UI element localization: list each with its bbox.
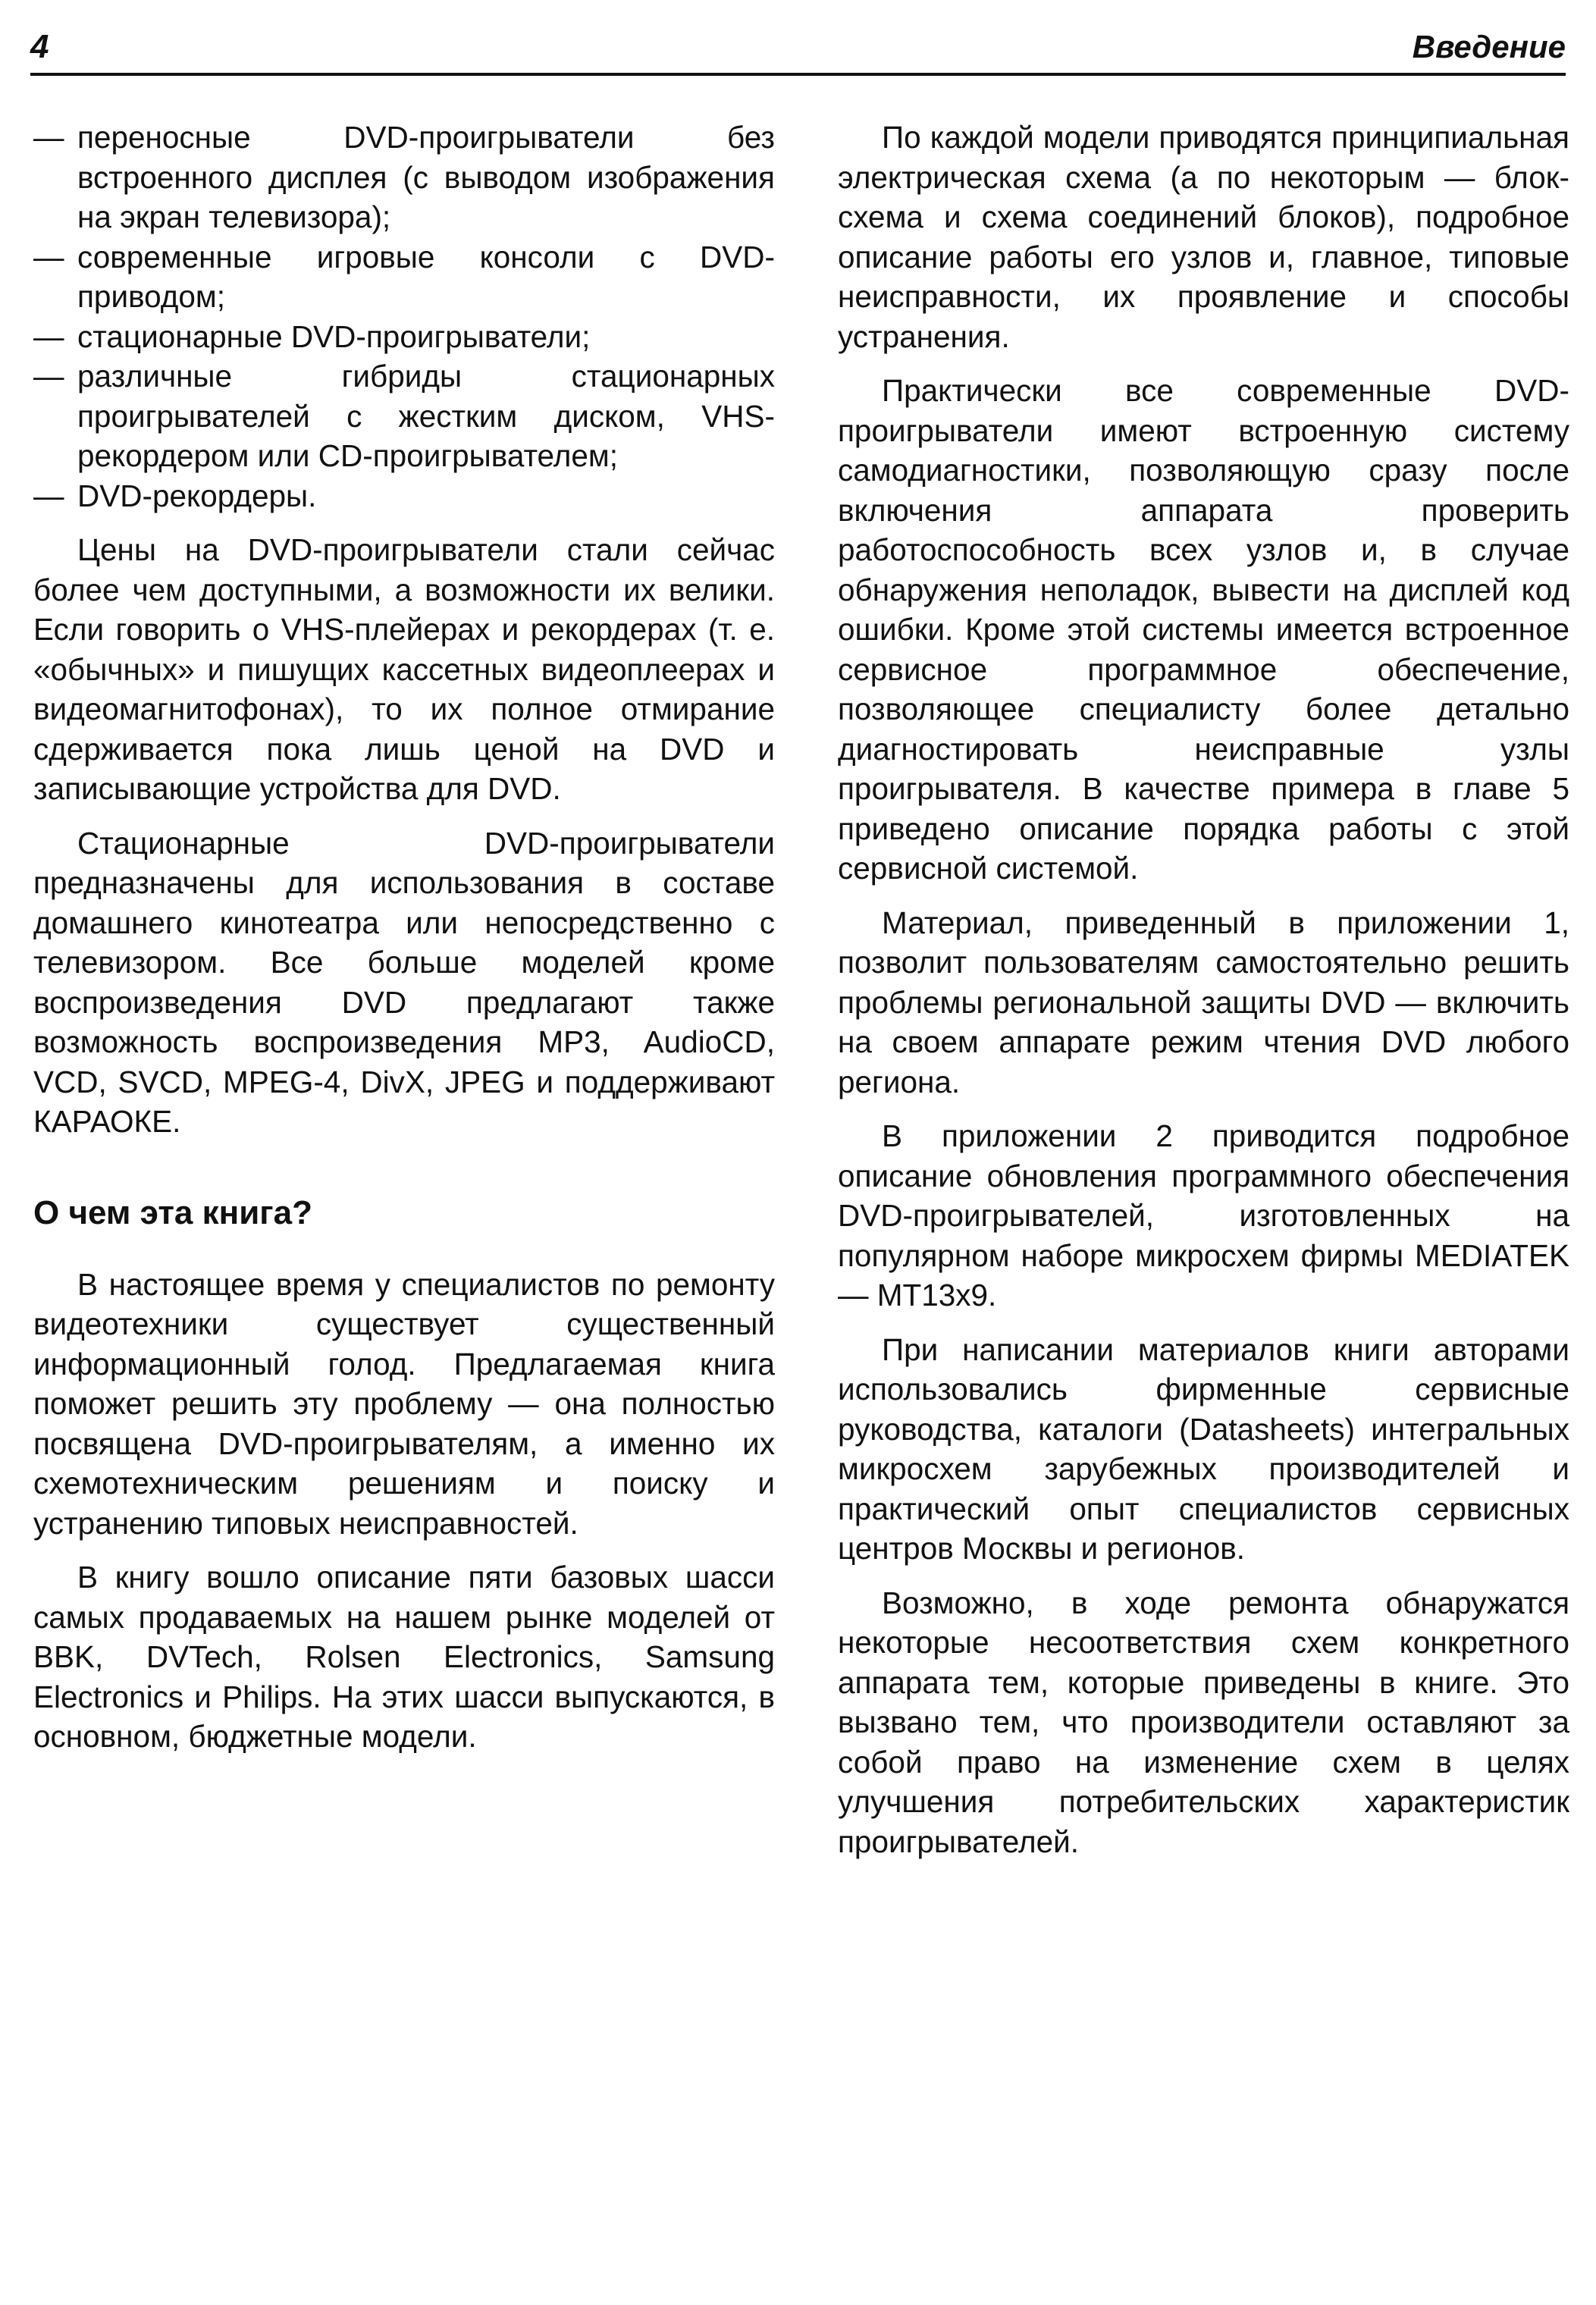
left-column: [33, 118, 775, 1771]
list-item: [33, 476, 775, 516]
section-heading: О чем эта книга?: [33, 1193, 312, 1231]
list-item-text: стационарные DVD-проигрыватели;: [77, 318, 591, 354]
device-type-list: [33, 118, 775, 516]
running-header: [30, 24, 1566, 76]
paragraph-sources: При написании материалов книги авторами использовались фирменные сервисные руководства, каталоги (Datasheets) интегральных микросхем зарубежных производителей и практический опыт специалистов сервисных центров Москвы и регионов.: [838, 1331, 1569, 1566]
list-item-text: современные игровые консоли с DVD-приводом;: [77, 239, 775, 314]
dash-marker: —: [33, 239, 64, 274]
list-item: [33, 118, 775, 237]
paragraph-stationary-players: Стационарные DVD-проигрыватели предназначены для использования в составе домашнего кинотеатра или непосредственно с телевизором. Все больше моделей кроме воспроизведения DVD предлагают также возможность воспроизведения MP3, AudioCD, VCD, SVCD, MPEG-4, DivX, JPEG и поддерживают КАРАОКЕ.: [33, 825, 775, 1139]
list-item: [33, 237, 775, 317]
list-item-text: DVD-рекордеры.: [77, 478, 317, 513]
paragraph-discrepancies: Возможно, в ходе ремонта обнаружатся некоторые несоответствия схем конкретного аппарата тем, которые приведены в книге. Это вызвано тем, что производители оставляют за собой право на изменение схем в целях улучшения потребительских характеристик проигрывателей.: [838, 1585, 1569, 1859]
dash-marker: —: [33, 318, 64, 354]
paragraph-schematics: По каждой модели приводятся принципиальная электрическая схема (а по некоторым — блок-схема и схема соединений блоков), подробное описание работы его узлов и, главное, типовые неисправности, их проявление и способы устранения.: [838, 120, 1569, 354]
list-item: [33, 356, 775, 476]
dash-marker: —: [33, 120, 64, 155]
paragraph-appendix-2: В приложении 2 приводится подробное описание обновления программного обеспечения DVD-проигрывателей, изготовленных на популярном наборе микросхем фирмы MEDIATEK — MT13x9.: [838, 1118, 1569, 1312]
list-item-text: переносные DVD-проигрыватели без встроенного дисплея (с выводом изображения на экран телевизора);: [77, 120, 775, 234]
page-number: 4: [30, 28, 49, 65]
list-item: [33, 317, 775, 357]
dash-marker: —: [33, 359, 64, 394]
right-column: [838, 118, 1569, 1876]
section-title: Введение: [1412, 29, 1566, 64]
list-item-text: различные гибриды стационарных проигрывателей с жестким диском, VHS-рекордером или CD-проигрывателем;: [77, 359, 775, 473]
dash-marker: —: [33, 478, 64, 513]
paragraph-book-purpose: В настоящее время у специалистов по ремонту видеотехники существует существенный информационный голод. Предлагаемая книга поможет решить эту проблему — она полностью посвящена DVD-проигрывателям, а именно их схемотехническим решениям и поиску и устранению типовых неисправностей.: [33, 1266, 775, 1541]
paragraph-appendix-1: Материал, приведенный в приложении 1, позволит пользователям самостоятельно решить проблемы региональной защиты DVD — включить на своем аппарате режим чтения DVD любого региона.: [838, 905, 1569, 1099]
paragraph-prices: Цены на DVD-проигрыватели стали сейчас более чем доступными, а возможности их велики. Если говорить о VHS-плейерах и рекордерах (т. е. «обычных» и пишущих кассетных видеоплеерах и видеомагнитофонах), то их полное отмирание сдерживается пока лишь ценой на DVD и записывающие устройства для DVD.: [33, 532, 775, 806]
paragraph-self-diagnostics: Практически все современные DVD-проигрыватели имеют встроенную систему самодиагностики, позволяющую сразу после включения аппарата проверить работоспособность всех узлов и, в случае обнаружения неполадок, вывести на дисплей код ошибки. Кроме этой системы имеется встроенное сервисное программное обеспечение, позволяющее специалисту более детально диагностировать неисправные узлы проигрывателя. В качестве примера в главе 5 приведено описание порядка работы с этой сервисной системой.: [838, 373, 1569, 886]
paragraph-chassis: В книгу вошло описание пяти базовых шасси самых продаваемых на нашем рынке моделей от BBK, DVTech, Rolsen Electronics, Samsung Electronics и Philips. На этих шасси выпускаются, в основном, бюджетные модели.: [33, 1560, 775, 1754]
